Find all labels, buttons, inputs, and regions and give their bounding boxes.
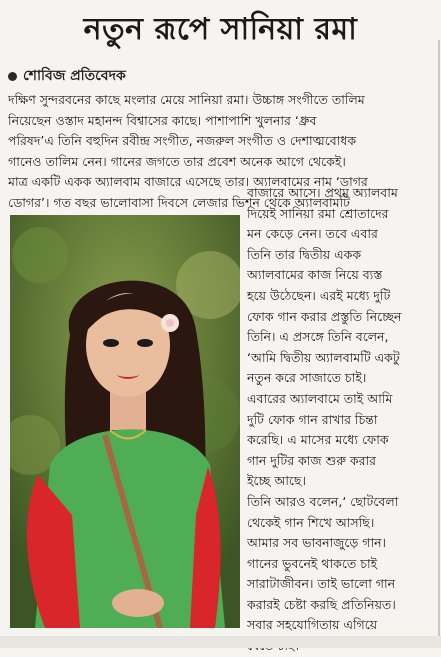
- text-line: ডোগর’। গত বছর ভালোবাসা দিবসে লেজার ভিশন থেকে অ্যালবামটি: [8, 194, 350, 210]
- text-line: গানেও তালিম নেন। গানের জগতে তার প্রবেশ অনেক আগে থেকেই।: [8, 153, 346, 169]
- text-line: আমার সব ভাবনাজুড়ে গান।: [247, 535, 387, 551]
- portrait-photo: [10, 215, 240, 628]
- text-line: দিয়েই সানিয়া রমা শ্রোতাদের: [247, 205, 389, 221]
- text-line: থেকেই গান শিখে আসছি।: [247, 514, 375, 530]
- text-line: নতুন করে সাজাতে চাই।: [247, 370, 367, 386]
- text-line: তিনি। এ প্রসঙ্গে তিনি বলেন,: [247, 329, 389, 345]
- article-paragraph-column: [247, 183, 437, 657]
- text-line: পরিষদ’এ তিনি বহুদিন রবীন্দ্র সংগীত, নজরুল সংগীত ও দেশাত্মবোধক: [8, 133, 357, 149]
- text-line: ‘আমি দ্বিতীয় অ্যালবামটি একটু: [247, 349, 400, 365]
- headline: নতুন রূপে সানিয়া রমা: [83, 12, 358, 47]
- text-line: সারাটাজীবন। তাই ভালো গান: [247, 576, 396, 592]
- text-line: দুটি ফোক গান রাখার চিন্তা: [247, 411, 378, 427]
- text-line: মাত্র একটি একক অ্যালবাম বাজারে এসেছে তার। অ্যালবামের নাম ‘ডাগর: [8, 174, 368, 190]
- text-line: মন কেড়ে নেন। তবে এবার: [247, 226, 378, 242]
- text-line: করারই চেষ্টা করছি প্রতিনিয়ত।: [247, 596, 396, 612]
- column-rule: [438, 40, 440, 640]
- text-line: বাজারে আসে। প্রথম অ্যালবাম: [247, 185, 398, 200]
- text-line: এবারের অ্যালবামে তাই আমি: [247, 390, 393, 406]
- text-line: অ্যালবামের কাজ নিয়ে ব্যস্ত: [247, 267, 383, 283]
- text-line: দক্ষিণ সুন্দরবনের কাছে মংলার মেয়ে সানিয়া রমা। উচ্চাঙ্গ সংগীতে তালিম: [8, 92, 365, 107]
- text-line: তিনি আরও বলেন,‘ ছোটবেলা: [247, 493, 399, 509]
- text-line: ইচ্ছে আছে।: [247, 473, 306, 489]
- text-line: গান দুটির কাজ শুরু করার: [247, 452, 377, 468]
- text-line: তিনি তার দ্বিতীয় একক: [247, 246, 362, 262]
- text-line: হয়ে উঠেছেন। এরই মধ্যে দুটি: [247, 287, 391, 303]
- text-line: গানের ভুবনেই থাকতে চাই: [247, 555, 378, 571]
- bullet-icon: [8, 72, 17, 81]
- portrait-illustration: [10, 215, 240, 628]
- text-line: সবার সহযোগিতায় এগিয়ে: [247, 617, 378, 633]
- byline-row: [8, 65, 126, 87]
- text-line: ফোক গান করার প্রস্তুতি নিচ্ছেন: [247, 308, 402, 324]
- page-bottom-edge: [0, 636, 441, 648]
- text-line: নিয়েছেন ওস্তাদ মহানন্দ বিশ্বাসের কাছে। পাশাপাশি খুলনার ‘ধ্রুব: [8, 112, 317, 128]
- byline: শোবিজ প্রতিবেদক: [23, 68, 126, 84]
- text-line: করেছি। এ মাসের মধ্যে ফোক: [247, 432, 389, 448]
